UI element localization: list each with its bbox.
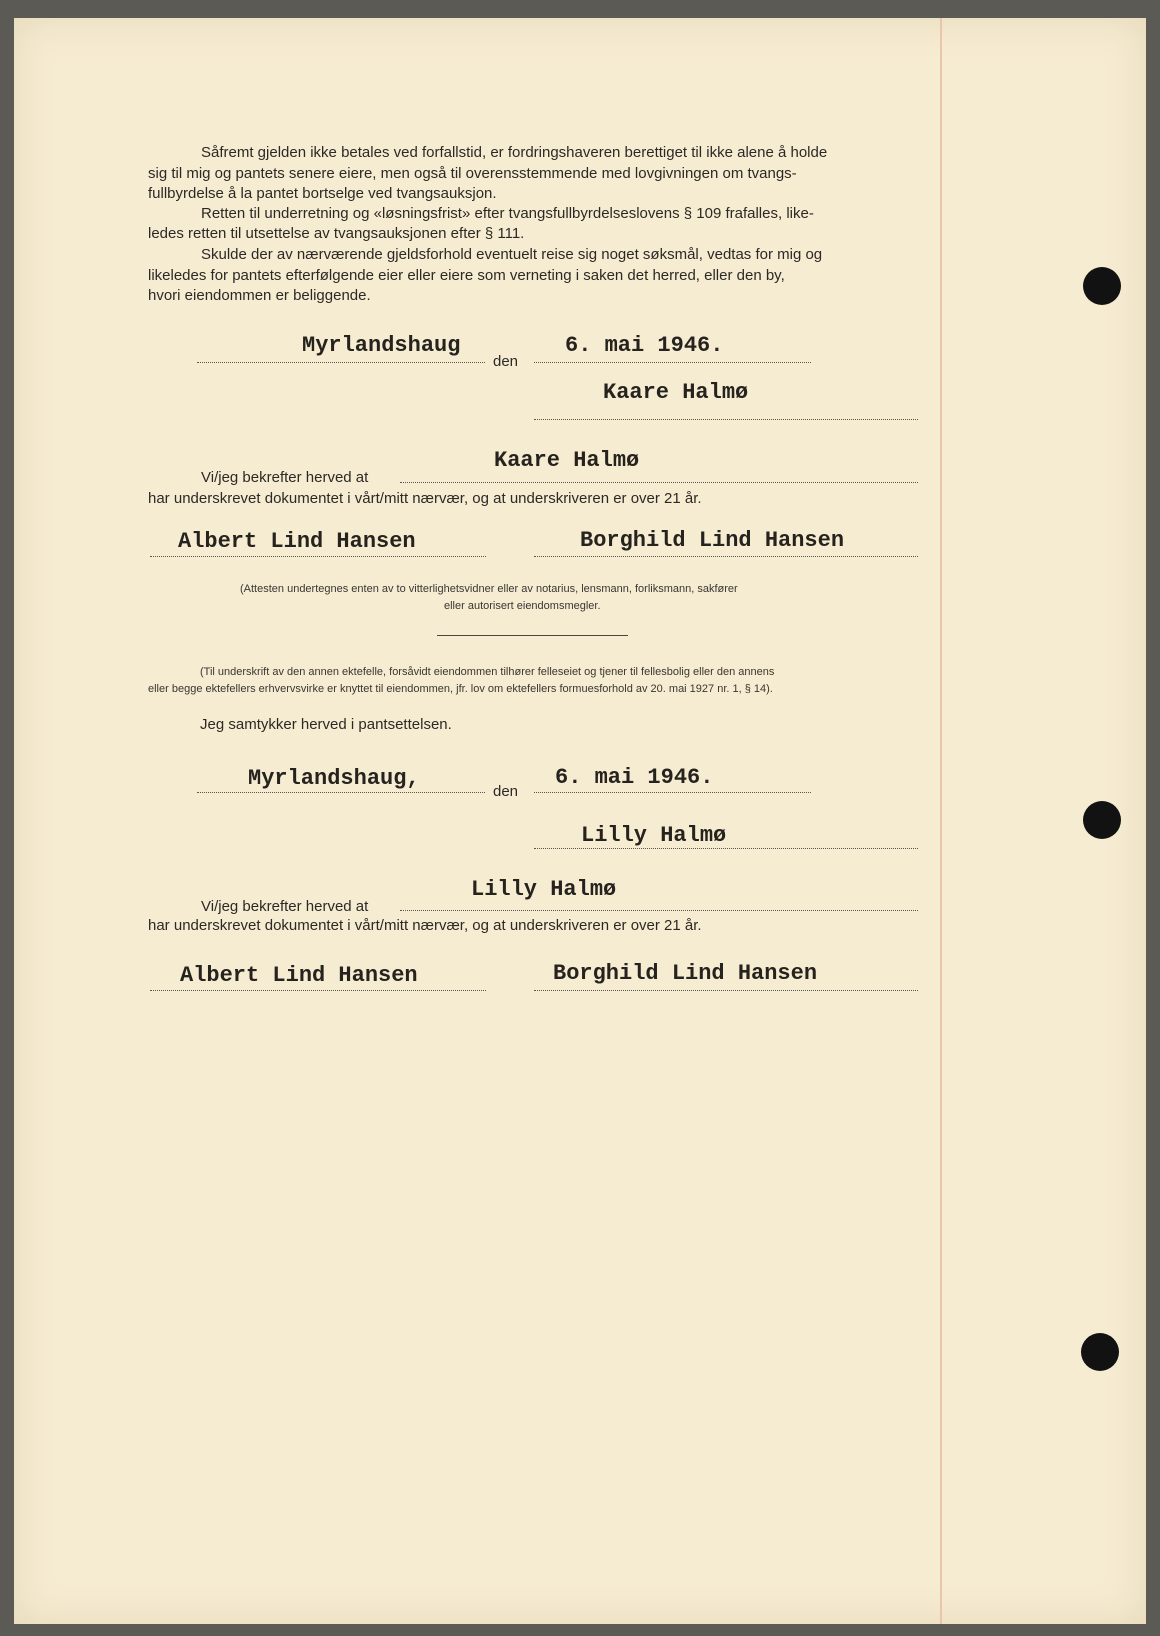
clause-2-line-2: ledes retten til utsettelse av tvangsauksjonen efter § 111. bbox=[148, 225, 525, 242]
separator-rule bbox=[437, 635, 628, 636]
clause-2-line-1: Retten til underretning og «løsningsfrist» efter tvangsfullbyrdelseslovens § 109 frafalles, like- bbox=[201, 205, 814, 222]
punch-hole bbox=[1083, 801, 1121, 839]
witness-subject-2: Lilly Halmø bbox=[471, 877, 617, 902]
clause-1-line-2: sig til mig og pantets senere eiere, men også til overensstemmende med lovgivningen om tvangs- bbox=[148, 165, 797, 182]
punch-hole bbox=[1081, 1333, 1119, 1371]
witness-a-line-2 bbox=[150, 990, 486, 991]
spouse-note-line-2: eller begge ektefellers erhvervsvirke er knyttet til eiendommen, jfr. lov om ektefellers formuesforhold av 20. mai 1927 nr. 1, § 14). bbox=[148, 683, 773, 695]
date-line-2 bbox=[534, 792, 811, 793]
place-1: Myrlandshaug bbox=[302, 333, 461, 358]
signer-2: Lilly Halmø bbox=[581, 823, 727, 848]
clause-3-line-1: Skulde der av nærværende gjeldsforhold eventuelt reise sig noget søksmål, vedtas for mig og bbox=[201, 246, 823, 263]
witness-statement-1: har underskrevet dokumentet i vårt/mitt nærvær, og at underskriveren er over 21 år. bbox=[148, 490, 702, 507]
den-label-1: den bbox=[493, 353, 519, 370]
signature-line-2 bbox=[534, 848, 918, 849]
witness-a-1: Albert Lind Hansen bbox=[178, 529, 416, 554]
witness-a-line-1 bbox=[150, 556, 486, 557]
place-line-2 bbox=[197, 792, 485, 793]
witness-b-1: Borghild Lind Hansen bbox=[580, 528, 845, 553]
witness-intro-1: Vi/jeg bekrefter herved at bbox=[201, 469, 369, 486]
clause-3-line-2: likeledes for pantets efterfølgende eier eller eiere som verneting i saken det herred, eller den by, bbox=[148, 267, 785, 284]
clause-1-line-1: Såfremt gjelden ikke betales ved forfallstid, er fordringshaveren berettiget til ikke alene å holde bbox=[201, 144, 828, 161]
margin-rule bbox=[940, 18, 942, 1624]
consent-statement: Jeg samtykker herved i pantsettelsen. bbox=[200, 716, 452, 733]
date-2: 6. mai 1946. bbox=[555, 765, 714, 790]
place-2: Myrlandshaug, bbox=[248, 766, 420, 791]
signature-line-1 bbox=[534, 419, 918, 420]
witness-b-2: Borghild Lind Hansen bbox=[553, 961, 818, 986]
punch-hole bbox=[1083, 267, 1121, 305]
witness-subject-line-2 bbox=[400, 910, 918, 911]
witness-intro-2: Vi/jeg bekrefter herved at bbox=[201, 898, 369, 915]
signer-1: Kaare Halmø bbox=[603, 380, 749, 405]
den-label-2: den bbox=[493, 783, 519, 800]
spouse-note-line-1: (Til underskrift av den annen ektefelle, forsåvidt eiendommen tilhører felleseiet og tjener til fellesbolig eller den annens bbox=[200, 666, 775, 678]
clause-1-line-3: fullbyrdelse å la pantet bortselge ved tvangsauksjon. bbox=[148, 185, 497, 202]
witness-b-line-1 bbox=[534, 556, 918, 557]
witness-statement-2: har underskrevet dokumentet i vårt/mitt nærvær, og at underskriveren er over 21 år. bbox=[148, 917, 702, 934]
date-1: 6. mai 1946. bbox=[565, 333, 724, 358]
attest-note-line-2: eller autorisert eiendomsmegler. bbox=[444, 600, 601, 612]
date-line-1 bbox=[534, 362, 811, 363]
attest-note-line-1: (Attesten undertegnes enten av to vitterlighetsvidner eller av notarius, lensmann, forliksmann, sakfører bbox=[240, 583, 738, 595]
witness-a-2: Albert Lind Hansen bbox=[180, 963, 418, 988]
place-line-1 bbox=[197, 362, 485, 363]
witness-subject-1: Kaare Halmø bbox=[494, 448, 640, 473]
witness-subject-line-1 bbox=[400, 482, 918, 483]
clause-3-line-3: hvori eiendommen er beliggende. bbox=[148, 287, 371, 304]
witness-b-line-2 bbox=[534, 990, 918, 991]
